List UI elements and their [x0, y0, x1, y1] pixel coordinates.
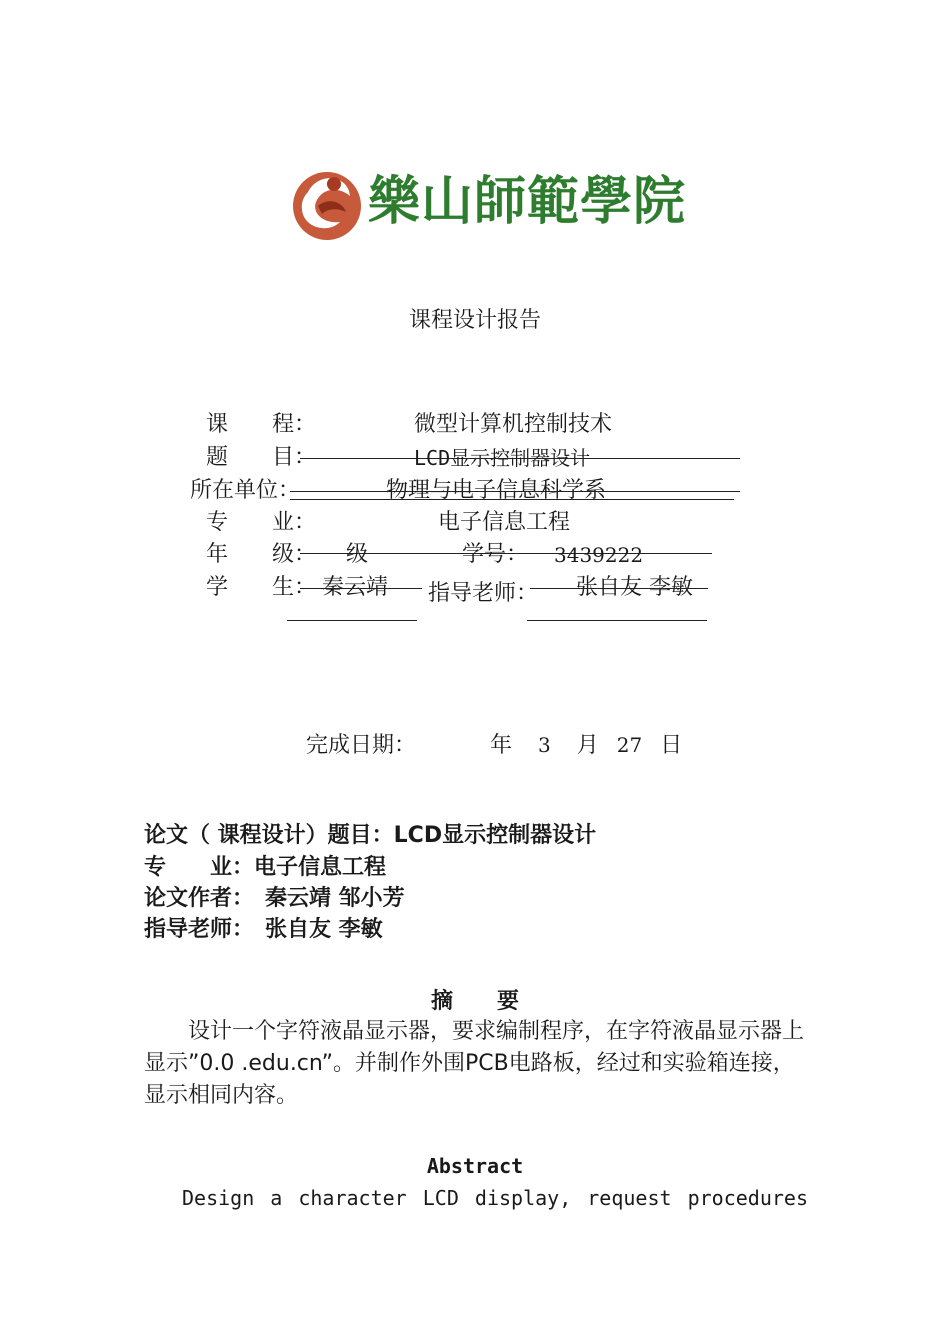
- student-id-label: 学号：: [462, 542, 529, 567]
- thesis-author-line: 论文作者： 秦云靖 邹小芳: [144, 886, 405, 911]
- advisor-strike-line: [530, 588, 708, 589]
- school-logo: [288, 162, 687, 246]
- unit-value: 物理与电子信息科学系: [386, 478, 607, 503]
- completion-day: 27: [616, 733, 643, 757]
- topic-value: LCD显示控制器设计: [414, 446, 591, 470]
- grade-value: 级: [346, 542, 369, 567]
- abstract-cn-body: 设计一个字符液晶显示器，要求编制程序，在字符液晶显示器上显示”0.0 .edu.cn”。并制作外围PCB电路板，经过和实验箱连接，显示相同内容。: [144, 1019, 805, 1108]
- major-label: 专 业：: [206, 510, 317, 535]
- advisor-value: 张自友 李敏: [576, 575, 693, 600]
- unit-underline: [290, 499, 734, 500]
- completion-month-suffix: 月: [576, 733, 599, 758]
- report-title: 课程设计报告: [408, 308, 541, 333]
- advisor-underline: [527, 620, 707, 621]
- completion-label: 完成日期：: [306, 733, 417, 758]
- abstract-en-body: Design a character LCD display, request procedures: [182, 1186, 808, 1210]
- grade-label: 年 级：: [206, 542, 317, 567]
- topic-underline: [300, 458, 740, 459]
- abstract-cn-heading: 摘 要: [430, 989, 519, 1014]
- student-label: 学 生：: [206, 575, 317, 600]
- student-value: 秦云靖: [322, 575, 389, 600]
- course-label: 课 程：: [206, 412, 317, 437]
- topic-label: 题 目：: [206, 445, 317, 470]
- completion-year-suffix: 年: [490, 733, 513, 758]
- student-underline: [287, 620, 417, 621]
- student-id-value: 3439222: [554, 543, 644, 567]
- completion-date: [306, 728, 682, 759]
- course-value: 微型计算机控制技术: [414, 412, 613, 437]
- school-emblem-icon: [288, 162, 366, 246]
- thesis-title-line: 论文（ 课程设计）题目：LCD显示控制器设计: [144, 823, 597, 848]
- logo-text: 樂山師範學院: [368, 171, 687, 232]
- major-value: 电子信息工程: [438, 510, 571, 535]
- thesis-advisor-line: 指导老师： 张自友 李敏: [144, 917, 383, 942]
- student-strike-line: [300, 588, 422, 589]
- completion-day-suffix: 日: [660, 733, 683, 758]
- completion-month: 3: [538, 733, 551, 757]
- thesis-major-line: 专 业：电子信息工程: [144, 855, 387, 880]
- abstract-en-heading: Abstract: [426, 1154, 524, 1178]
- unit-strike-line: [290, 491, 740, 492]
- advisor-label: 指导老师：: [428, 581, 539, 606]
- unit-label: 所在单位：: [190, 478, 301, 503]
- grade-strike-line: [300, 553, 712, 554]
